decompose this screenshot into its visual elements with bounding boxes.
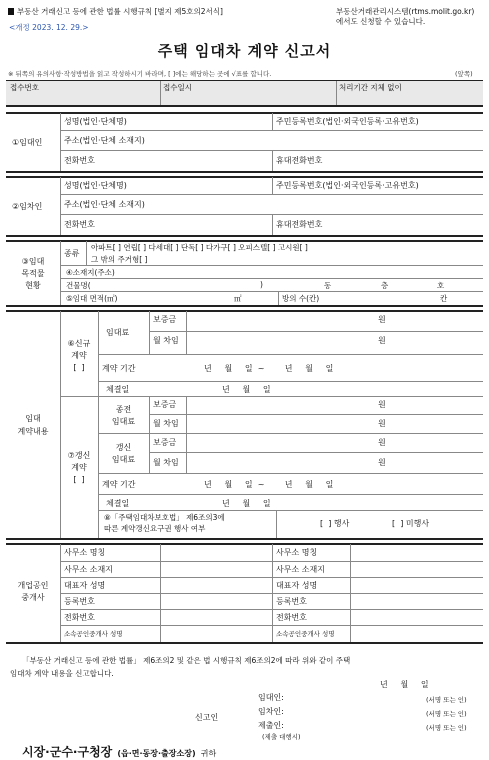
- renewal-period-value[interactable]: 년 월 일 ~ 년 월 일: [204, 480, 334, 489]
- landlord-section-label: ①임대인: [12, 138, 43, 147]
- new-deposit-label: 보증금: [153, 315, 177, 324]
- online-system-notice: 부동산거래관리시스템(rtms.molit.go.kr): [336, 7, 475, 16]
- prev-deposit-label: 보증금: [153, 400, 177, 409]
- renewal-signed-label: 체결일: [106, 499, 130, 508]
- agent2-office-name-label: 사무소 명칭: [276, 548, 318, 557]
- building-paren-close: ): [260, 280, 263, 289]
- new-rent-label: 임대료: [106, 328, 130, 337]
- renewal-right-question: ⑧「주택임대차보호법」 제6조의3에 따른 계약갱신요구권 행사 여부: [104, 513, 225, 533]
- agent-office-name-label: 사무소 명칭: [64, 548, 106, 557]
- building-ho: 호: [437, 281, 445, 290]
- property-type-label: 종류: [64, 249, 80, 258]
- submitter-proxy-note: (제출 대행시): [262, 733, 301, 741]
- renewed-monthly-won[interactable]: 원: [378, 458, 386, 467]
- landlord-name-field[interactable]: 성명(법인·단체명): [64, 117, 127, 126]
- building-floor: 층: [381, 281, 389, 290]
- addressee-suffix: 귀하: [200, 749, 217, 758]
- declaration-text-2: 임대차 계약 내용을 신고합니다.: [10, 669, 114, 678]
- processing-period: 처리기간 지체 없이: [339, 83, 402, 92]
- agent2-reg-no-label: 등록번호: [276, 597, 307, 606]
- new-deposit-won[interactable]: 원: [378, 315, 386, 324]
- square-bullet-icon: [8, 8, 14, 15]
- instruction-note: ※ 뒤쪽의 유의사항·작성방법을 읽고 작성하시기 바라며, [ ]에는 해당하는 곳에 √표를 합니다.: [8, 70, 272, 78]
- rental-area-label: ⑤임대 면적(㎡): [66, 294, 118, 303]
- addressee-main: 시장·군수·구청장: [22, 745, 113, 759]
- property-location-field[interactable]: ④소재지(주소): [66, 268, 115, 277]
- tenant-mobile-field[interactable]: 휴대전화번호: [276, 220, 323, 229]
- new-period-value[interactable]: 년 월 일 ~ 년 월 일: [204, 364, 334, 373]
- room-count-label: 방의 수(칸): [282, 294, 320, 303]
- agent-rep-name-label: 대표자 성명: [64, 581, 106, 590]
- property-type-other[interactable]: 그 밖의 주거형[ ]: [91, 255, 148, 264]
- new-contract-checkbox[interactable]: ⑥신규 계약 [ ]: [67, 339, 91, 372]
- prev-monthly-won[interactable]: 원: [378, 419, 386, 428]
- agent-reg-no-label: 등록번호: [64, 597, 95, 606]
- prev-deposit-won[interactable]: 원: [378, 400, 386, 409]
- tenant-address-field[interactable]: 주소(법인·단체 소재지): [64, 200, 145, 209]
- addressee: [22, 741, 216, 760]
- renewed-deposit-won[interactable]: 원: [378, 438, 386, 447]
- renewal-period-label: 계약 기간: [102, 480, 136, 489]
- agent2-assoc-name-label: 소속공인중개사 성명: [276, 630, 335, 638]
- new-period-label: 계약 기간: [102, 364, 136, 373]
- law-reference: 부동산 거래신고 등에 관한 법률 시행규칙 [별지 제5호의2서식]: [8, 6, 223, 17]
- agent2-office-addr-label: 사무소 소재지: [276, 565, 325, 574]
- new-signed-value[interactable]: 년 월 일: [222, 385, 271, 394]
- reporter-submitter[interactable]: 제출인:: [258, 721, 284, 730]
- landlord-address-field[interactable]: 주소(법인·단체 소재지): [64, 136, 145, 145]
- property-type-options[interactable]: 아파트[ ] 연립[ ] 다세대[ ] 단독[ ] 다가구[ ] 오피스텔[ ] 고시원[ ]: [91, 243, 308, 252]
- online-system-notice-2: 에서도 신청할 수 있습니다.: [336, 17, 426, 26]
- receipt-number: 접수번호: [10, 83, 39, 92]
- addressee-sub: (읍·면·동장·출장소장): [117, 749, 196, 758]
- tenant-name-field[interactable]: 성명(법인·단체명): [64, 181, 127, 190]
- property-section-label: ③임대 목적물 현황: [21, 257, 45, 290]
- renewed-monthly-label: 월 차임: [153, 458, 179, 467]
- agent-assoc-name-label: 소속공인중개사 성명: [64, 630, 123, 638]
- receipt-date: 접수일시: [163, 83, 192, 92]
- agent-section-label: 개업공인 중개사: [17, 581, 49, 602]
- tenant-section-label: ②임차인: [12, 202, 43, 211]
- declaration-date[interactable]: 년 월 일: [380, 680, 429, 689]
- reporter-label: 신고인: [195, 713, 219, 722]
- prev-monthly-label: 월 차임: [153, 419, 179, 428]
- page-title: 주택 임대차 계약 신고서: [157, 42, 332, 60]
- renewed-deposit-label: 보증금: [153, 438, 177, 447]
- building-name-field[interactable]: 건물명(: [66, 281, 91, 290]
- page-side: (앞쪽): [455, 70, 473, 78]
- agent-office-addr-label: 사무소 소재지: [64, 565, 113, 574]
- new-monthly-won[interactable]: 원: [378, 336, 386, 345]
- rental-area-unit: ㎡: [234, 294, 242, 303]
- renewal-signed-value[interactable]: 년 월 일: [222, 499, 271, 508]
- agent2-rep-name-label: 대표자 성명: [276, 581, 318, 590]
- landlord-reg-number-field[interactable]: 주민등록번호(법인·외국인등록·고유번호): [276, 117, 419, 126]
- renewal-right-exercised[interactable]: [ ] 행사: [320, 519, 350, 528]
- contract-section-label: 임대 계약내용: [17, 414, 49, 436]
- renewed-rent-label: 갱신 임대료: [111, 443, 136, 464]
- tenant-reg-number-field[interactable]: 주민등록번호(법인·외국인등록·고유번호): [276, 181, 419, 190]
- building-dong: 동: [324, 281, 332, 290]
- agent2-phone-label: 전화번호: [276, 613, 307, 622]
- landlord-sign: (서명 또는 인): [426, 696, 467, 704]
- reporter-landlord[interactable]: 임대인:: [258, 693, 284, 702]
- submitter-sign: (서명 또는 인): [426, 724, 467, 732]
- agent-phone-label: 전화번호: [64, 613, 95, 622]
- room-count-unit: 칸: [440, 294, 448, 303]
- tenant-phone-field[interactable]: 전화번호: [64, 220, 95, 229]
- new-signed-label: 체결일: [106, 385, 130, 394]
- renewal-right-not-exercised[interactable]: [ ] 미행사: [392, 519, 430, 528]
- landlord-mobile-field[interactable]: 휴대전화번호: [276, 156, 323, 165]
- revision-date: <개정 2023. 12. 29.>: [9, 23, 89, 32]
- declaration-text: 「부동산 거래신고 등에 관한 법률」 제6조의2 및 같은 법 시행규칙 제6조의2에 따라 위와 같이 주택: [22, 656, 351, 665]
- tenant-sign: (서명 또는 인): [426, 710, 467, 718]
- new-monthly-label: 월 차임: [153, 336, 179, 345]
- landlord-phone-field[interactable]: 전화번호: [64, 156, 95, 165]
- reporter-tenant[interactable]: 임차인:: [258, 707, 284, 716]
- renewal-contract-checkbox[interactable]: ⑦갱신 계약 [ ]: [67, 451, 91, 484]
- prev-rent-label: 종전 임대료: [111, 405, 136, 426]
